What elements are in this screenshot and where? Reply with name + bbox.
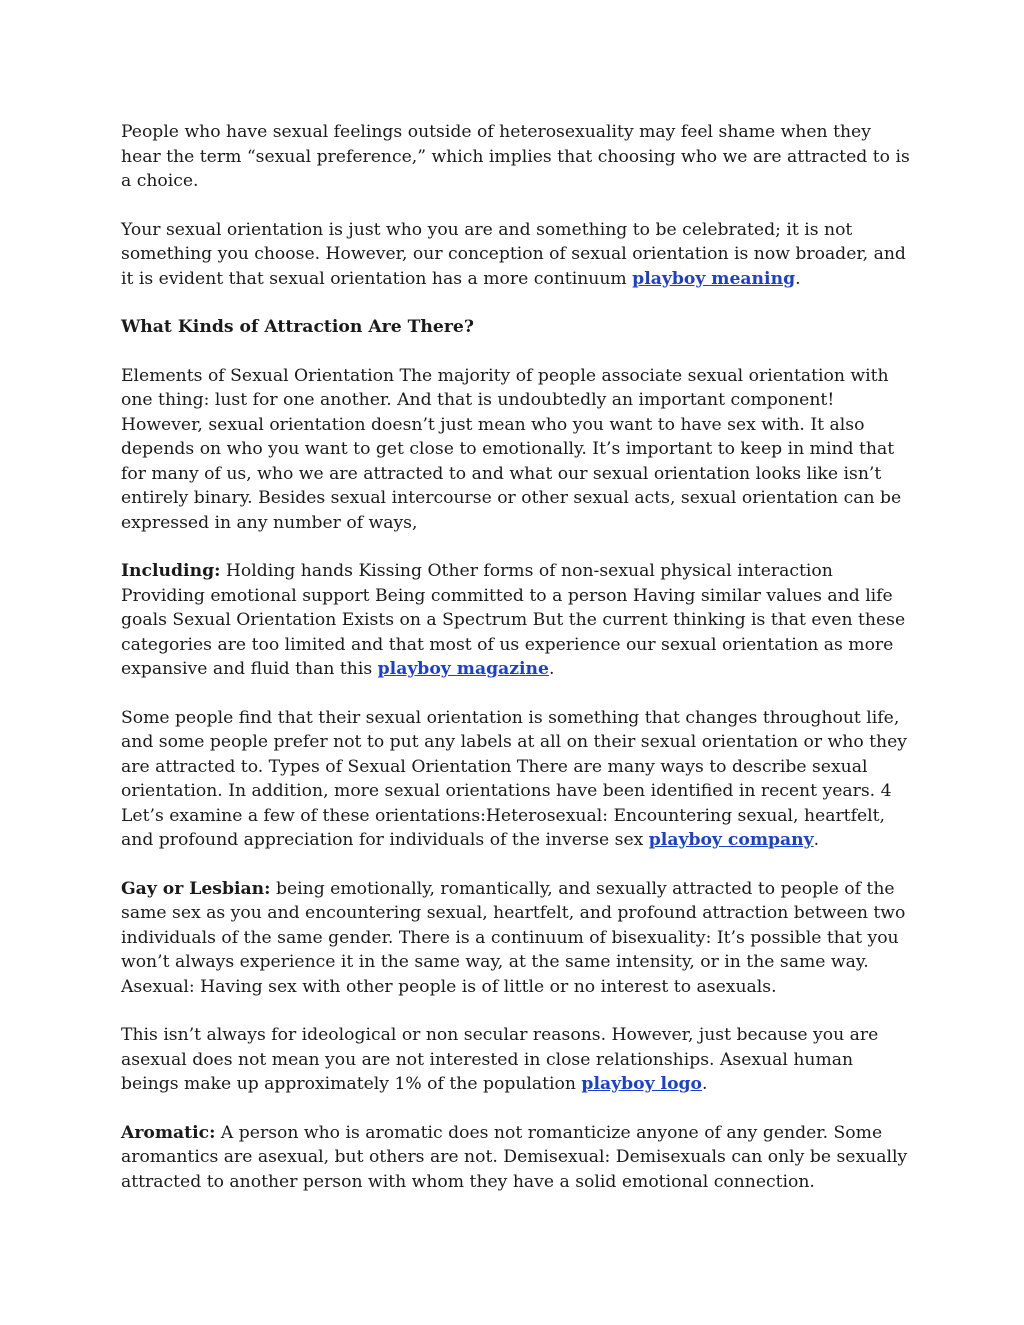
paragraph-elements xyxy=(121,364,911,536)
paragraph-gay-lesbian xyxy=(121,877,911,1000)
paragraph-orientation xyxy=(121,218,911,292)
paragraph-aromatic-text: A person who is aromatic does not romanticize anyone of any gender. Some aromantics are asexual, but others are not. Demisexual: Demisexuals can only be sexually attracted to another person with whom they have a solid emotional connection. xyxy=(121,1122,908,1192)
paragraph-intro xyxy=(121,120,911,194)
section-heading-text: What Kinds of Attraction Are There? xyxy=(121,317,474,337)
paragraph-including-text: Holding hands Kissing Other forms of non-sexual physical interaction Providing emotional support Being committed to a person Having similar values and life goals Sexual Orientation Exists on a Spectrum But the current thinking is that even these categories are too limited and that most of us experience our sexual orientation as more expansive and fluid than this xyxy=(121,561,906,679)
period: . xyxy=(702,1074,708,1094)
paragraph-including xyxy=(121,559,911,682)
playboy-magazine-link[interactable]: playboy magazine xyxy=(377,659,549,679)
paragraph-intro-text: People who have sexual feelings outside of heterosexuality may feel shame when they hear the term “sexual preference,” which implies that choosing who we are attracted to is a choice. xyxy=(121,122,910,191)
playboy-company-link[interactable]: playboy company xyxy=(648,830,814,850)
playboy-meaning-link[interactable]: playboy meaning xyxy=(632,268,796,289)
document-page xyxy=(121,120,911,1218)
paragraph-types xyxy=(121,706,911,853)
playboy-logo-link[interactable]: playboy logo xyxy=(581,1074,703,1094)
gay-lesbian-lead: Gay or Lesbian: xyxy=(121,878,271,899)
including-lead: Including: xyxy=(121,561,221,581)
paragraph-elements-text: Elements of Sexual Orientation The majority of people associate sexual orientation with one thing: lust for one another. And that is undoubtedly an important component! However, sexual orientation doesn’t just mean who you want to have sex with. It also depends on who you want to get close to emotionally. It’s important to keep in mind that for many of us, who we are attracted to and what our sexual orientation looks like isn’t entirely binary. Besides sexual intercourse or other sexual acts, sexual orientation can be expressed in any number of ways, xyxy=(121,365,902,533)
paragraph-types-text: Some people find that their sexual orientation is something that changes throughout life, and some people prefer not to put any labels at all on their sexual orientation or who they are attracted to. Types of Sexual Orientation There are many ways to describe sexual orientation. In addition, more sexual orientations have been identified in recent years. 4 Let’s examine a few of these orientations:Heterosexual: Encountering sexual, heartfelt, and profound appreciation for individuals of the inverse sex xyxy=(121,707,907,850)
period: . xyxy=(548,659,555,679)
aromatic-lead: Aromatic: xyxy=(121,1122,216,1143)
paragraph-asexual-text: This isn’t always for ideological or non secular reasons. However, just because you are asexual does not mean you are not interested in close relationships. Asexual human beings make up approximately 1% of the population xyxy=(121,1025,879,1094)
period: . xyxy=(813,830,820,850)
section-heading xyxy=(121,315,911,340)
paragraph-gay-lesbian-text: being emotionally, romantically, and sexually attracted to people of the same sex as you and encountering sexual, heartfelt, and profound attraction between two individuals of the same gender. There is a continuum of bisexuality: It’s possible that you won’t always experience it in the same way, at the same intensity, or in the same way. Asexual: Having sex with other people is of little or no interest to asexuals. xyxy=(121,878,906,997)
paragraph-asexual xyxy=(121,1023,911,1097)
paragraph-aromatic xyxy=(121,1121,911,1195)
paragraph-orientation-text: Your sexual orientation is just who you are and something to be celebrated; it is not something you choose. However, our conception of sexual orientation is now broader, and it is evident that sexual orientation has a more continuum xyxy=(121,219,906,289)
period: . xyxy=(795,268,801,289)
